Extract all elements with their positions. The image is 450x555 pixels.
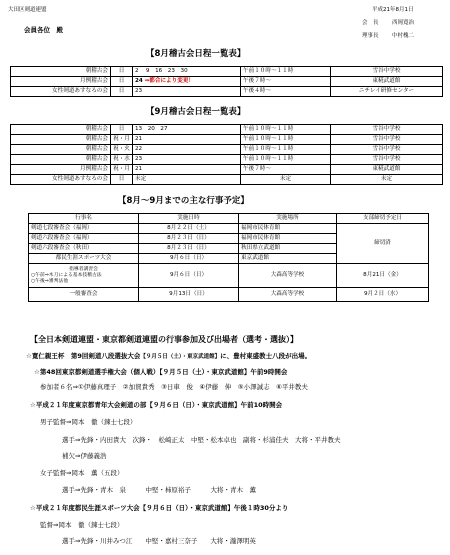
event-name: 剣道七段審査会（福岡）	[29, 224, 139, 234]
item-1-text: ☆寛仁親王杯 第9回剣道八段選抜大会	[26, 352, 141, 360]
time: 未定	[241, 175, 331, 185]
time: 午前１０時～１１時	[241, 155, 331, 165]
weekday: 祝・月	[111, 135, 133, 145]
place: 東糀武道館	[331, 165, 443, 175]
sep-title: 【9月稽古会日程一覧表】	[146, 107, 246, 117]
weekday: 祝・水	[111, 155, 133, 165]
days: 2 9 16 23 30	[133, 67, 241, 77]
event-deadline: 9月２日（水）	[337, 288, 429, 302]
table-row	[11, 165, 443, 175]
header-place: 実施場所	[239, 214, 337, 224]
place: ニチレイ研修センター	[331, 87, 443, 97]
table-row	[11, 135, 443, 145]
header-date: 実施日時	[139, 214, 239, 224]
men-players: 選手⇒先鋒・内田貴大 次鋒・ 松崎正太 中堅・松本卓也 副将・杉浦佳夫 大将・平井教夫	[62, 436, 341, 444]
days: 22	[133, 145, 241, 155]
event-name-line-3: ○午後⇒審判法他	[31, 278, 68, 284]
participation-title: 【全日本剣道連盟・東京都剣道連盟の行事参加及び出場者（選考・選抜）】	[30, 335, 298, 344]
weekday: 日	[111, 175, 133, 185]
senior-leader: 監督⇒岡本 徹（錬士七段）	[40, 521, 124, 529]
table-row	[11, 77, 443, 87]
event-place: 福岡市民体育館	[239, 224, 337, 234]
event-date: 9月13日（日）	[139, 288, 239, 302]
table-row	[29, 264, 429, 288]
event-place: 秋田県立武道館	[239, 244, 337, 254]
item-1	[26, 353, 311, 361]
women-leader: 女子監督⇒岡本 薫（五段）	[40, 469, 124, 477]
weekday: 日	[111, 125, 133, 135]
signer-2-title: 理事長	[362, 33, 379, 39]
table-row	[11, 155, 443, 165]
item-4: ☆平成２１年度都民生涯スポーツ大会【９月６日（日）・東京武道館】午後１時30分より	[30, 504, 289, 512]
event-place: 東京武道館	[239, 254, 337, 264]
weekday: 祝・月	[111, 165, 133, 175]
issue-date: 平成21年8月1日	[372, 7, 414, 13]
org-name: 大田区剣道連盟	[8, 7, 47, 13]
weekday: 日	[111, 77, 133, 87]
table-header-row	[29, 214, 429, 224]
event-name-line-2: ○午前⇒木刀による基本技稽古法	[31, 272, 102, 278]
closed-status: 締切済	[337, 224, 429, 264]
event-name: 女性剣道あすなろの会	[11, 87, 111, 97]
event-name: 月例稽古会	[11, 165, 111, 175]
event-name: 都民生涯スポーツ大会	[29, 254, 139, 264]
event-name: 剣道六段審査会（福岡）	[29, 234, 139, 244]
place: 雪谷中学校	[331, 135, 443, 145]
aug-title: 【8月稽古会日程一覧表】	[146, 49, 246, 59]
table-row	[29, 224, 429, 234]
event-name: 一般審査会	[29, 288, 139, 302]
event-place: 大森高等学校	[239, 264, 337, 288]
event-name: 朝稽古会	[11, 135, 111, 145]
change-note: ⇒都合により変更！	[144, 78, 195, 84]
signer-1-title: 会 長	[362, 20, 379, 26]
header-event: 行事名	[29, 214, 139, 224]
event-deadline: 8月21日（金）	[337, 264, 429, 288]
event-name: 朝稽古会	[11, 125, 111, 135]
table-row	[29, 288, 429, 302]
event-date: 8月２３日（日）	[139, 234, 239, 244]
event-name: 朝稽古会	[11, 145, 111, 155]
time: 午前１０時～１１時	[241, 67, 331, 77]
place: 雪谷中学校	[331, 155, 443, 165]
men-leader: 男子監督⇒岡本 徹（錬士七段）	[40, 418, 137, 426]
event-name: 朝稽古会	[11, 155, 111, 165]
recipient: 会員各位 殿	[24, 26, 63, 34]
event-name-line-1: 指導者講習会	[69, 266, 98, 272]
event-date: 8月２３日（日）	[139, 244, 239, 254]
time: 午前１０時～１１時	[241, 145, 331, 155]
day-number: 24	[135, 78, 143, 84]
days: 21	[133, 135, 241, 145]
time: 午後７時～	[241, 165, 331, 175]
event-name: 月例稽古会	[11, 77, 111, 87]
time: 午前１０時～１１時	[241, 125, 331, 135]
days: 23	[133, 155, 241, 165]
header-deadline: 支部締切予定日	[337, 214, 429, 224]
event-name: 剣道六段審査会（秋田）	[29, 244, 139, 254]
place: 雪谷中学校	[331, 145, 443, 155]
weekday: 日	[111, 67, 133, 77]
time: 午後４時～	[241, 87, 331, 97]
item-2: ☆第48回東京都剣道選手権大会（個人戦）【９月５日（土）・東京武道館】午前9時開会	[34, 368, 288, 376]
table-row	[11, 145, 443, 155]
table-row	[11, 87, 443, 97]
event-date: 9月６日（日）	[139, 254, 239, 264]
event-date: 9月６日（日）	[139, 264, 239, 288]
item-1-date: 【９月５日（土）・東京武道館】	[140, 354, 221, 360]
event-name	[29, 264, 139, 288]
event-name: 朝稽古会	[11, 67, 111, 77]
days: 未定	[133, 175, 241, 185]
senior-players: 選手⇒先鋒・川井みつ江 中堅・嘉村三奈子 大将・瀧澤明英	[62, 537, 256, 545]
table-row	[11, 67, 443, 77]
days: 21	[133, 165, 241, 175]
place: 東糀武道館	[331, 77, 443, 87]
time: 午前１０時～１１時	[241, 135, 331, 145]
days: 23	[133, 87, 241, 97]
item-1-tail: に、豊村東盛教士八段が出場。	[220, 352, 312, 360]
place: 雪谷中学校	[331, 67, 443, 77]
signer-1-name: 西岡寛治	[392, 20, 415, 26]
item-3: ☆平成２１年度東京都青年大会剣道の部【９月６日（日）・東京武道館】午前10時開会	[30, 401, 283, 409]
events-table	[28, 213, 429, 302]
place: 未定	[331, 175, 443, 185]
signer-2-name: 中村槐二	[392, 33, 415, 39]
weekday: 日	[111, 87, 133, 97]
place: 雪谷中学校	[331, 125, 443, 135]
item-2-players: 参加者６名⇒①伊藤真理子 ②加賀貴秀 ③日車 俊 ④伊藤 伸 ⑤小澤誠志 ⑥平井教夫	[40, 383, 308, 391]
events-title: 【8月～9月までの主な行事予定】	[118, 196, 249, 206]
event-place: 大森高等学校	[239, 288, 337, 302]
aug-schedule-table	[10, 66, 443, 97]
table-row	[11, 125, 443, 135]
men-substitute: 補欠⇒伊藤義浩	[62, 452, 107, 460]
event-name: 女性剣道あすなろの会	[11, 175, 111, 185]
women-players: 選手⇒先鋒・青木 泉 中堅・柿原裕子 大将・青木 薫	[62, 486, 256, 494]
sep-schedule-table	[10, 124, 443, 185]
table-row	[11, 175, 443, 185]
event-date: 8月２２日（土）	[139, 224, 239, 234]
days	[133, 77, 241, 87]
days: 13 20 27	[133, 125, 241, 135]
time: 午後７時～	[241, 77, 331, 87]
weekday: 祝・火	[111, 145, 133, 155]
event-place: 福岡市民体育館	[239, 234, 337, 244]
